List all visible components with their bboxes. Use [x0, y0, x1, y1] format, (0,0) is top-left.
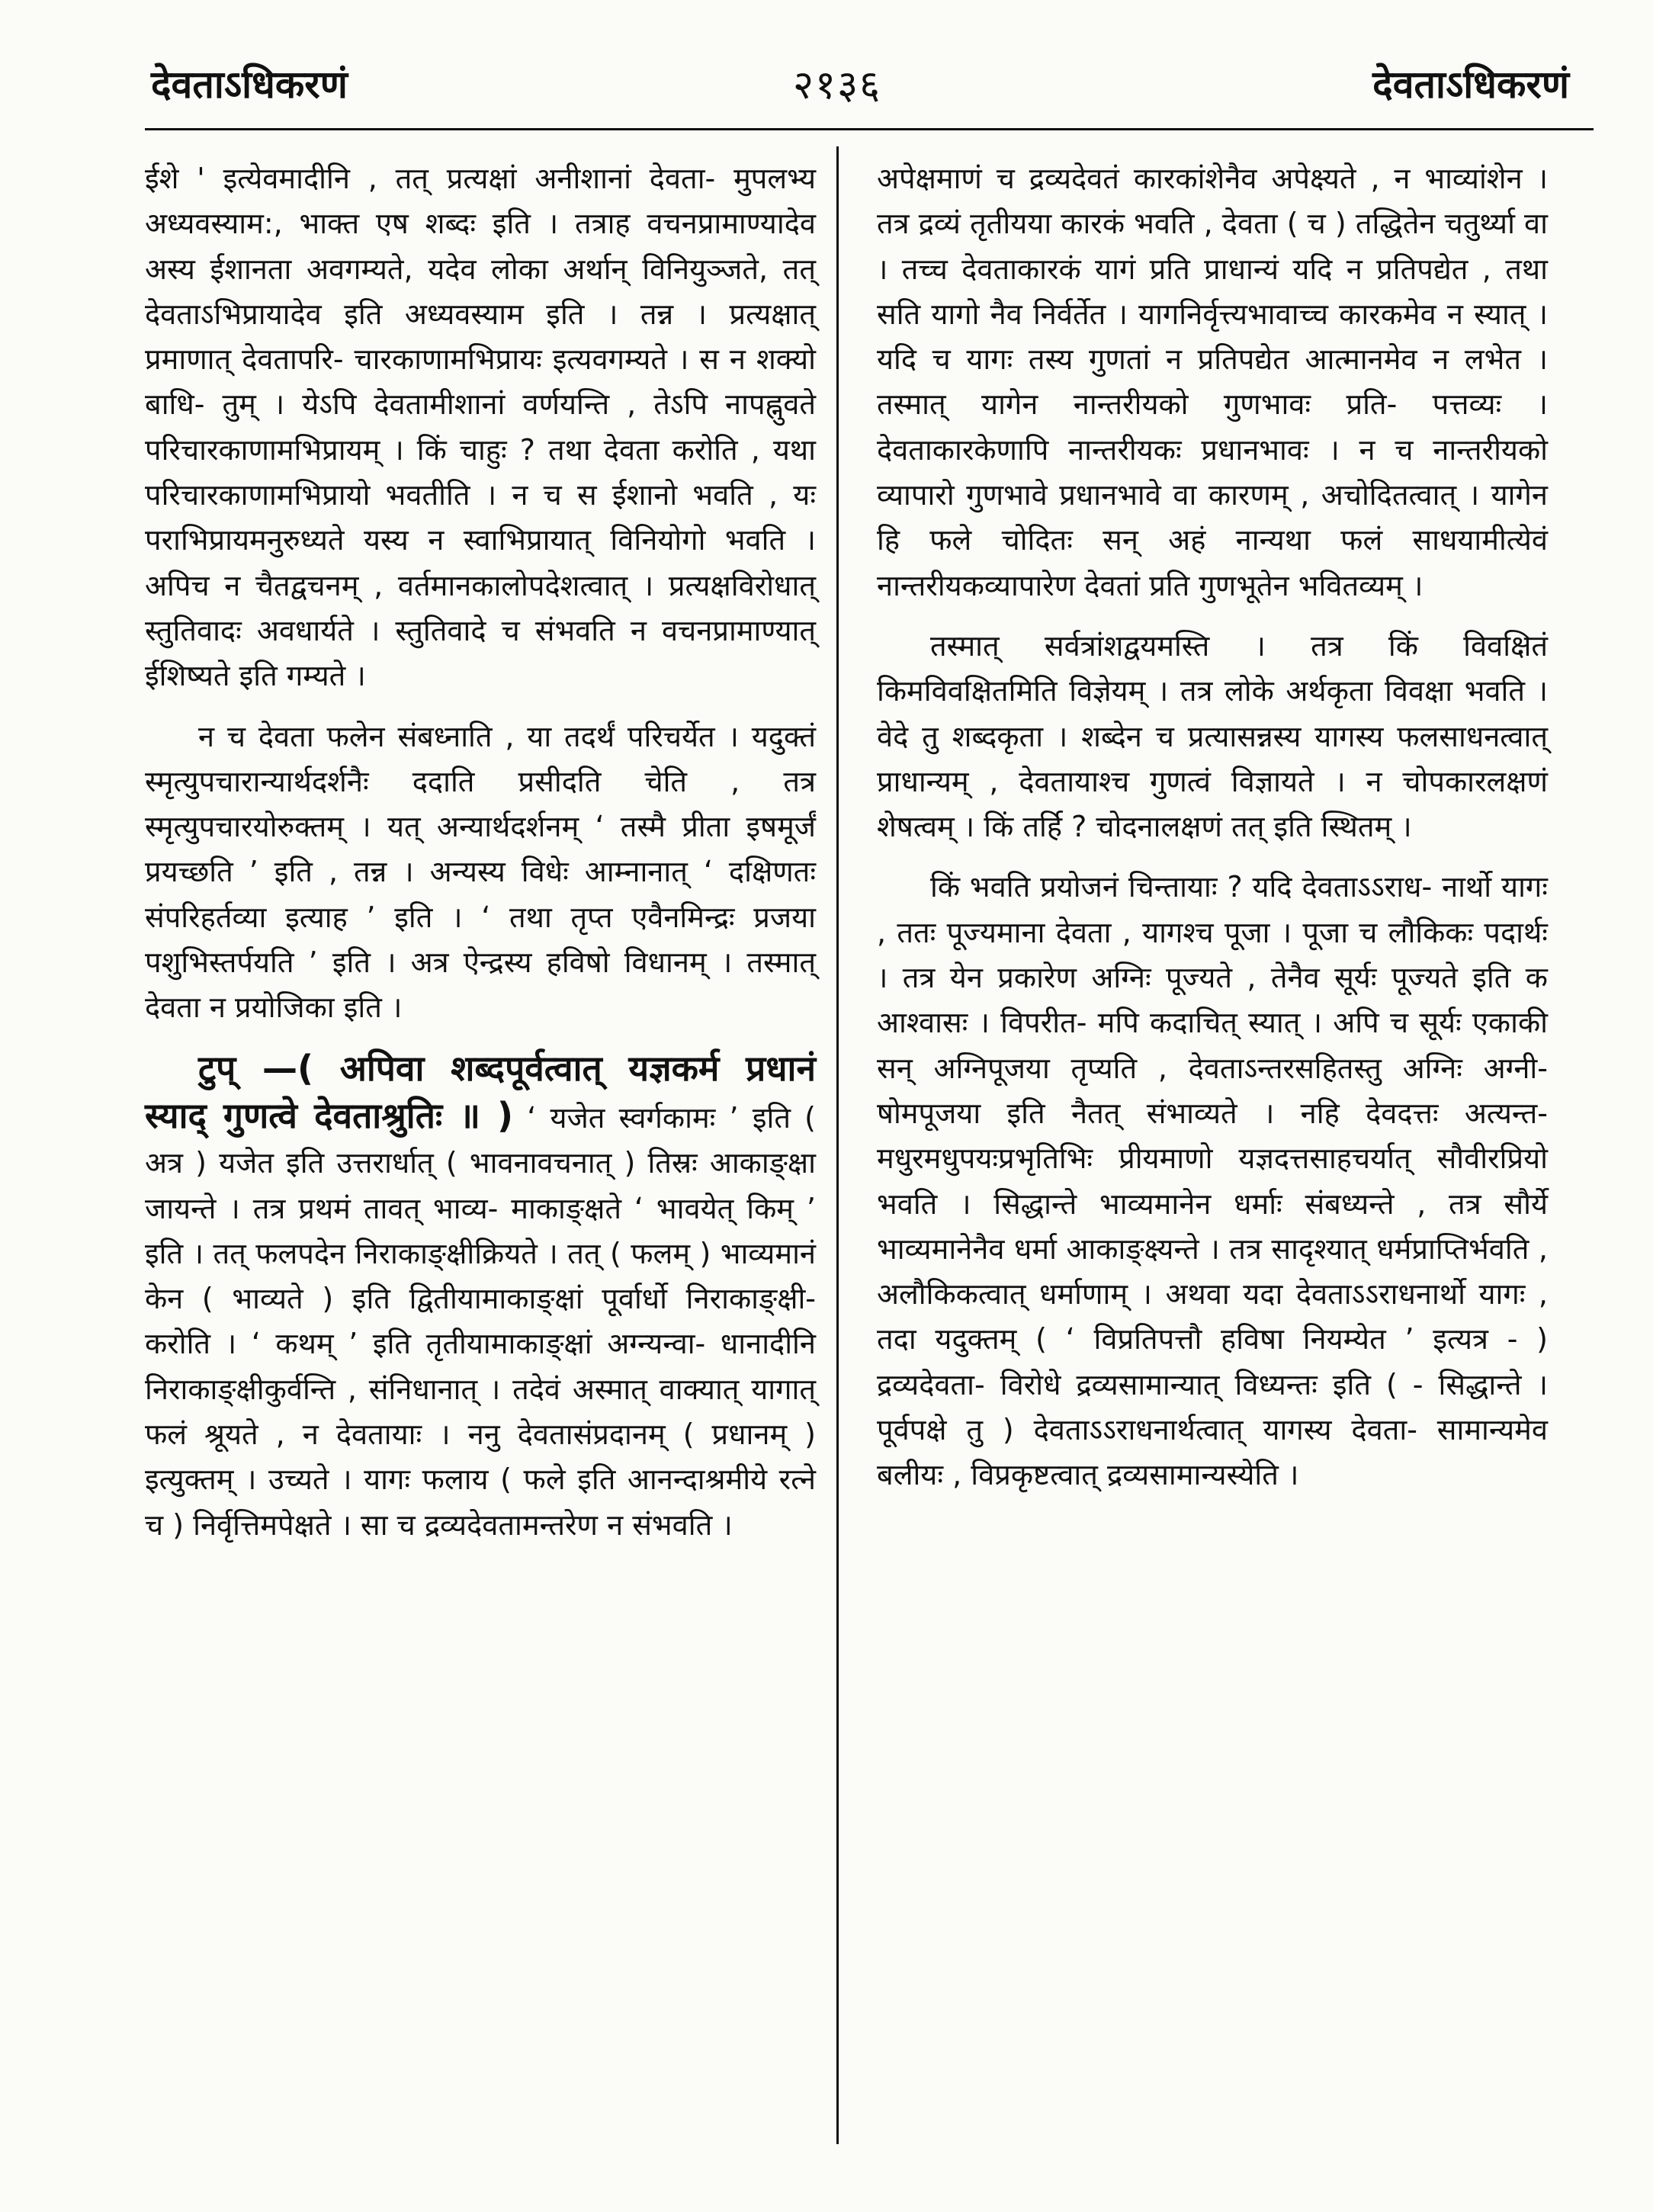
right-paragraph-3: किं भवति प्रयोजनं चिन्तायाः ? यदि देवताऽऽराध- नार्थो यागः , ततः पूज्यमाना देवता , यागश्च पूजा । पूजा च लौकिकः पदार्थः । तत्र येन प्रकारेण अग्निः पूज्यते , तेनैव सूर्यः पूज्यते इति क आश्वासः । विपरीत- मपि कदाचित् स्यात् । अपि च सूर्यः एकाकी सन् अग्निपूजया तृप्यति , देवताऽन्तरसहितस्तु अग्निः अग्नी- षोमपूजया इति नैतत् संभाव्यते । नहि देवदत्तः अत्यन्त- मधुरमधुपयःप्रभृतिभिः प्रीयमाणो यज्ञदत्तसाहचर्यात् सौवीरप्रियो भवति । सिद्धान्ते भाव्यमानेन धर्माः संबध्यन्ते , तत्र सौर्ये भाव्यमानेनैव धर्मा आकाङ्क्ष्यन्ते । तत्र सादृश्यात् धर्मप्राप्तिर्भवति , अलौकिकत्वात् धर्माणाम् । अथवा यदा देवताऽऽराधनार्थो यागः , तदा यदुक्तम् ( ‘ विप्रतिपत्तौ हविषा नियम्येत ’ इत्यत्र - ) द्रव्यदेवता- विरोधे द्रव्यसामान्यात् विध्यन्तः इति ( - सिद्धान्ते । पूर्वपक्षे तु ) देवताऽऽराधनार्थत्वात् यागस्य देवता- सामान्यमेव बलीयः , विप्रकृष्टत्वात् द्रव्यसामान्यस्येति । — [877, 870, 1548, 1492]
right-column — [877, 156, 1548, 1498]
left-paragraph-1: ईशे ' इत्येवमादीनि , तत् प्रत्यक्षां अनीशानां देवता- मुपलभ्य अध्यवस्याम:, भाक्त एष शब्दः इति । तत्राह वचनप्रामाण्यादेव अस्य ईशानता अवगम्यते, यदेव लोका अर्थान् विनियुञ्जते, तत् देवताऽभिप्रायादेव इति अध्यवस्याम इति । तन्न । प्रत्यक्षात् प्रमाणात् देवतापरि- चारकाणामभिप्रायः इत्यवगम्यते । स न शक्यो बाधि- तुम् । येऽपि देवतामीशानां वर्णयन्ति , तेऽपि नापह्नुवते परिचारकाणामभिप्रायम् । किं चाहुः ? तथा देवता करोति , यथा परिचारकाणामभिप्रायो भवतीति । न च स ईशानो भवति , यः पराभिप्रायमनुरुध्यते यस्य न स्वाभिप्रायात् विनियोगो भवति । अपिच न चैतद्वचनम् , वर्तमानकालोपदेशत्वात् । प्रत्यक्षविरोधात् स्तुतिवादः अवधार्यते । स्तुतिवादे च संभवति न वचनप्रामाण्यात् ईशिष्यते इति गम्यते । — [145, 162, 816, 693]
running-title-right: देवताऽधिकरणं — [1372, 63, 1569, 107]
left-paragraph-3 — [145, 1046, 816, 1548]
left-column — [145, 156, 816, 1548]
column-divider — [836, 146, 839, 2144]
header-rule — [145, 128, 1594, 130]
sutra-commentary: ‘ यजेत स्वर्गकामः ’ इति ( अत्र ) यजेत इति उत्तरार्धात् ( भावनावचनात् ) तिस्रः आकाङ्क्षा जायन्ते । तत्र प्रथमं तावत् भाव्य- माकाङ्क्षते ‘ भावयेत् किम् ’ इति । तत् फलपदेन निराकाङ्क्षीक्रियते । तत् ( फलम् ) भाव्यमानं केन ( भाव्यते ) इति द्वितीयामाकाङ्क्षां पूर्वार्धो निराकाङ्क्षी- करोति । ‘ कथम् ’ इति तृतीयामाकाङ्क्षां अग्न्यन्वा- धानादीनि निराकाङ्क्षीकुर्वन्ति , संनिधानात् । तदेवं अस्मात् वाक्यात् यागात् फलं श्रूयते , न देवतायाः । ननु देवतासंप्रदानम् ( प्रधानम् ) इत्युक्तम् । उच्यते । यागः फलाय ( फले इति आनन्दाश्रमीये रत्ने च ) निर्वृत्तिमपेक्षते । सा च द्रव्यदेवतामन्तरेण न संभवति । — [145, 1100, 816, 1542]
right-paragraph-1: अपेक्षमाणं च द्रव्यदेवतं कारकांशेनैव अपेक्ष्यते , न भाव्यांशेन । तत्र द्रव्यं तृतीयया कारकं भवति , देवता ( च ) तद्धितेन चतुर्थ्या वा । तच्च देवताकारकं यागं प्रति प्राधान्यं यदि न प्रतिपद्येत , तथा सति यागो नैव निर्वर्तेत । यागनिर्वृत्त्यभावाच्च कारकमेव न स्यात् । यदि च यागः तस्य गुणतां न प्रतिपद्येत आत्मानमेव न लभेत । तस्मात् यागेन नान्तरीयको गुणभावः प्रति- पत्तव्यः । देवताकारकेणापि नान्तरीयकः प्रधानभावः । न च नान्तरीयको व्यापारो गुणभावे प्रधानभावे वा कारणम् , अचोदितत्वात् । यागेन हि फले चोदितः सन् अहं नान्यथा फलं साधयामीत्येवं नान्तरीयकव्यापारेण देवतां प्रति गुणभूतेन भवितव्यम् । — [877, 162, 1548, 602]
right-paragraph-2: तस्मात् सर्वत्रांशद्वयमस्ति । तत्र किं विवक्षितं किमविवक्षितमिति विज्ञेयम् । तत्र लोके अर्थकृता विवक्षा भवति । वेदे तु शब्दकृता । शब्देन च प्रत्यासन्नस्य यागस्य फलसाधनत्वात् प्राधान्यम् , देवतायाश्च गुणत्वं विज्ञायते । न चोपकारलक्षणं शेषत्वम् । किं तर्हि ? चोदनालक्षणं तत् इति स्थितम् । — [877, 628, 1548, 844]
page-number: २१३६ — [793, 63, 882, 108]
sutra-text: टुप् —( अपिवा शब्दपूर्वत्वात् यज्ञकर्म प्रधानं स्याद् गुणत्वे देवताश्रुतिः ॥ ) — [145, 1047, 816, 1136]
page-header — [0, 0, 1653, 130]
running-title-left: देवताऽधिकरणं — [151, 63, 348, 107]
left-paragraph-2: न च देवता फलेन संबध्नाति , या तदर्थं परिचर्येत । यदुक्तं स्मृत्युपचारान्यार्थदर्शनैः ददाति प्रसीदति चेति , तत्र स्मृत्युपचारयोरुक्तम् । यत् अन्यार्थदर्शनम् ‘ तस्मै प्रीता इषमूर्जं प्रयच्छति ’ इति , तन्न । अन्यस्य विधेः आम्नानात् ‘ दक्षिणतः संपरिहर्तव्या इत्याह ’ इति । ‘ तथा तृप्त एवैनमिन्द्रः प्रजया पशुभिस्तर्पयति ’ इति । अत्र ऐन्द्रस्य हविषो विधानम् । तस्मात् देवता न प्रयोजिका इति । — [145, 719, 816, 1025]
